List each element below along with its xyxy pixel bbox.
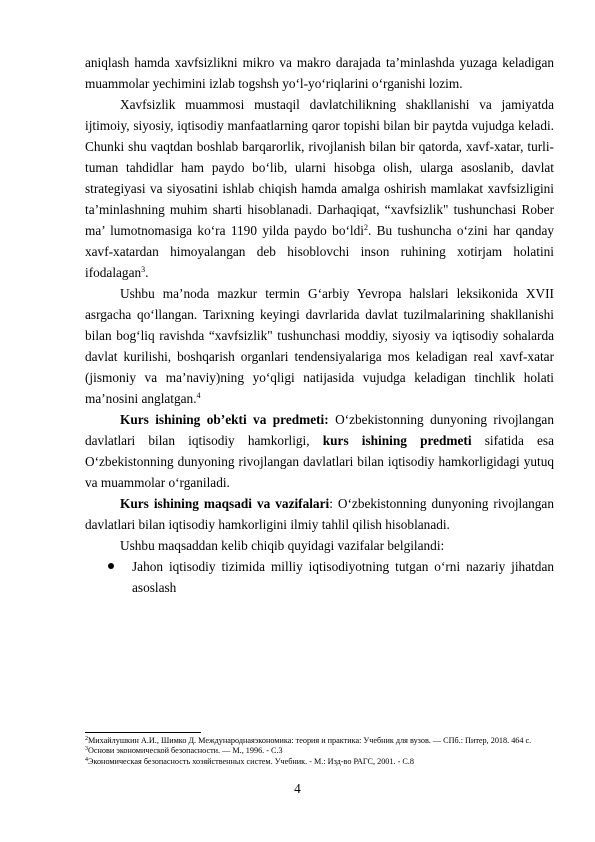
paragraph-object-subject bbox=[85, 409, 554, 493]
object-subject-text-2: sifatida esa O‘zbekistonning dunyoning rivojlangan davlatlari bilan iqtisodiy hamkorligidagi yutuq va muammolar o‘rganiladi. bbox=[85, 433, 555, 490]
footnote-text: Основи экономической безопасности. — М., 1996. - С.3 bbox=[88, 746, 283, 756]
body-text bbox=[85, 52, 554, 598]
paragraph-aims-tasks bbox=[85, 493, 554, 535]
page-number: 4 bbox=[294, 781, 301, 796]
paragraph-2-text: Xavfsizlik muammosi mustaqil davlatchilikning shakllanishi va jamiyatda ijtimoiy, siyosiy, iqtisodiy manfaatlarning qaror topishi bilan bir paytda vujudga keladi. Chunki shu vaqtdan boshlab barqarorlik, rivojlanish bilan bir qatorda, xavf-xatar, turli-tuman tahdidlar ham paydo bo‘lib, ularni hisobga olish, ularga asoslanib, davlat strategiyasi va siyosatini ishlab chiqish hamda amalga oshirish mamlakat xavfsizligini ta’minlashning muhim sharti hisoblanadi. Darhaqiqat, “xavfsizlik" tushunchasi Rober ma’ lumotnomasiga ko‘ra 1190 yilda paydo bo‘ldi bbox=[85, 97, 554, 238]
aims-tasks-text: : O‘zbekistonning dunyoning rivojlangan davlatlari bilan iqtisodiy hamkorligini ilmiy tahlil qilish hisoblanadi. bbox=[85, 496, 554, 532]
paragraph-2 bbox=[85, 94, 554, 283]
footnote-ref-3[interactable]: 3 bbox=[141, 265, 146, 274]
footnote-text: Экономическая безопасность хозяйственных систем. Учебник. - М.: Изд-во РАГС, 2001. - С.8 bbox=[88, 756, 414, 766]
footnote-ref-4[interactable]: 4 bbox=[196, 391, 201, 400]
paragraph-3-text: Ushbu ma’noda mazkur termin G‘arbiy Yevropa halslari leksikonida XVII asrgacha qo‘llangan. Tarixning keyingi davrlarida davlat tuzilmalarining shakllanishi bilan bog‘liq ravishda “xavfsizlik" tushunchasi moddiy, siyosiy va iqtisodiy sohalarda davlat kurilishi, boshqarish organlari tendensiyalariga mos keladigan real xavf-xatar (jismoniy va ma’naviy)ning yo‘qligi natijasida vujudga keladigan tinchlik holati ma’nosini anglatgan. bbox=[85, 286, 554, 406]
footnote-4 bbox=[85, 757, 554, 767]
footnote-3 bbox=[85, 746, 554, 756]
footnote-number: 2 bbox=[85, 736, 88, 742]
bullet-icon bbox=[108, 563, 114, 569]
footnote-ref-2[interactable]: 2 bbox=[363, 223, 368, 232]
footnote-2 bbox=[85, 736, 554, 746]
paragraph-2-mid: . Bu tushuncha o‘zini har qanday xavf-xatardan himoyalangan deb hisoblovchi inson ruhining xotirjam holatini ifodalagan bbox=[85, 223, 554, 280]
footnotes bbox=[85, 732, 554, 767]
subject-term: kurs ishining predmeti bbox=[322, 433, 472, 448]
footnote-number: 3 bbox=[85, 746, 88, 753]
list-item-text: Jahon iqtisodiy tizimida milliy iqtisodiyotning tutgan o‘rni nazariy jihatdan asoslash bbox=[132, 559, 554, 595]
object-subject-heading: Kurs ishining ob’ekti va predmeti: bbox=[120, 412, 329, 427]
paragraph-2-end: . bbox=[145, 265, 149, 280]
footnote-number: 4 bbox=[85, 756, 88, 763]
paragraph-1: aniqlash hamda xavfsizlikni mikro va makro darajada ta’minlashda yuzaga keladigan muammolar yechimini izlab togshsh yo‘l-yo‘riqlarini o‘rganishi lozim. bbox=[85, 55, 554, 91]
footnote-text: Михайлушкин А.И., Шимко Д. Международнаяэкономика: теория и практика: Учебник для вузов. — СПб.: Питер, 2018. 464 с. bbox=[88, 736, 532, 745]
list-item bbox=[85, 556, 554, 598]
paragraph-3 bbox=[85, 283, 554, 409]
object-subject-text-1: O‘zbekistonning dunyoning rivojlangan davlatlari bilan iqtisodiy hamkorligi, bbox=[85, 412, 554, 448]
aims-tasks-heading: Kurs ishining maqsadi va vazifalari bbox=[120, 496, 330, 511]
paragraph-tasks-intro: Ushbu maqsaddan kelib chiqib quyidagi vazifalar belgilandi: bbox=[120, 538, 445, 553]
footnote-separator bbox=[85, 732, 201, 733]
